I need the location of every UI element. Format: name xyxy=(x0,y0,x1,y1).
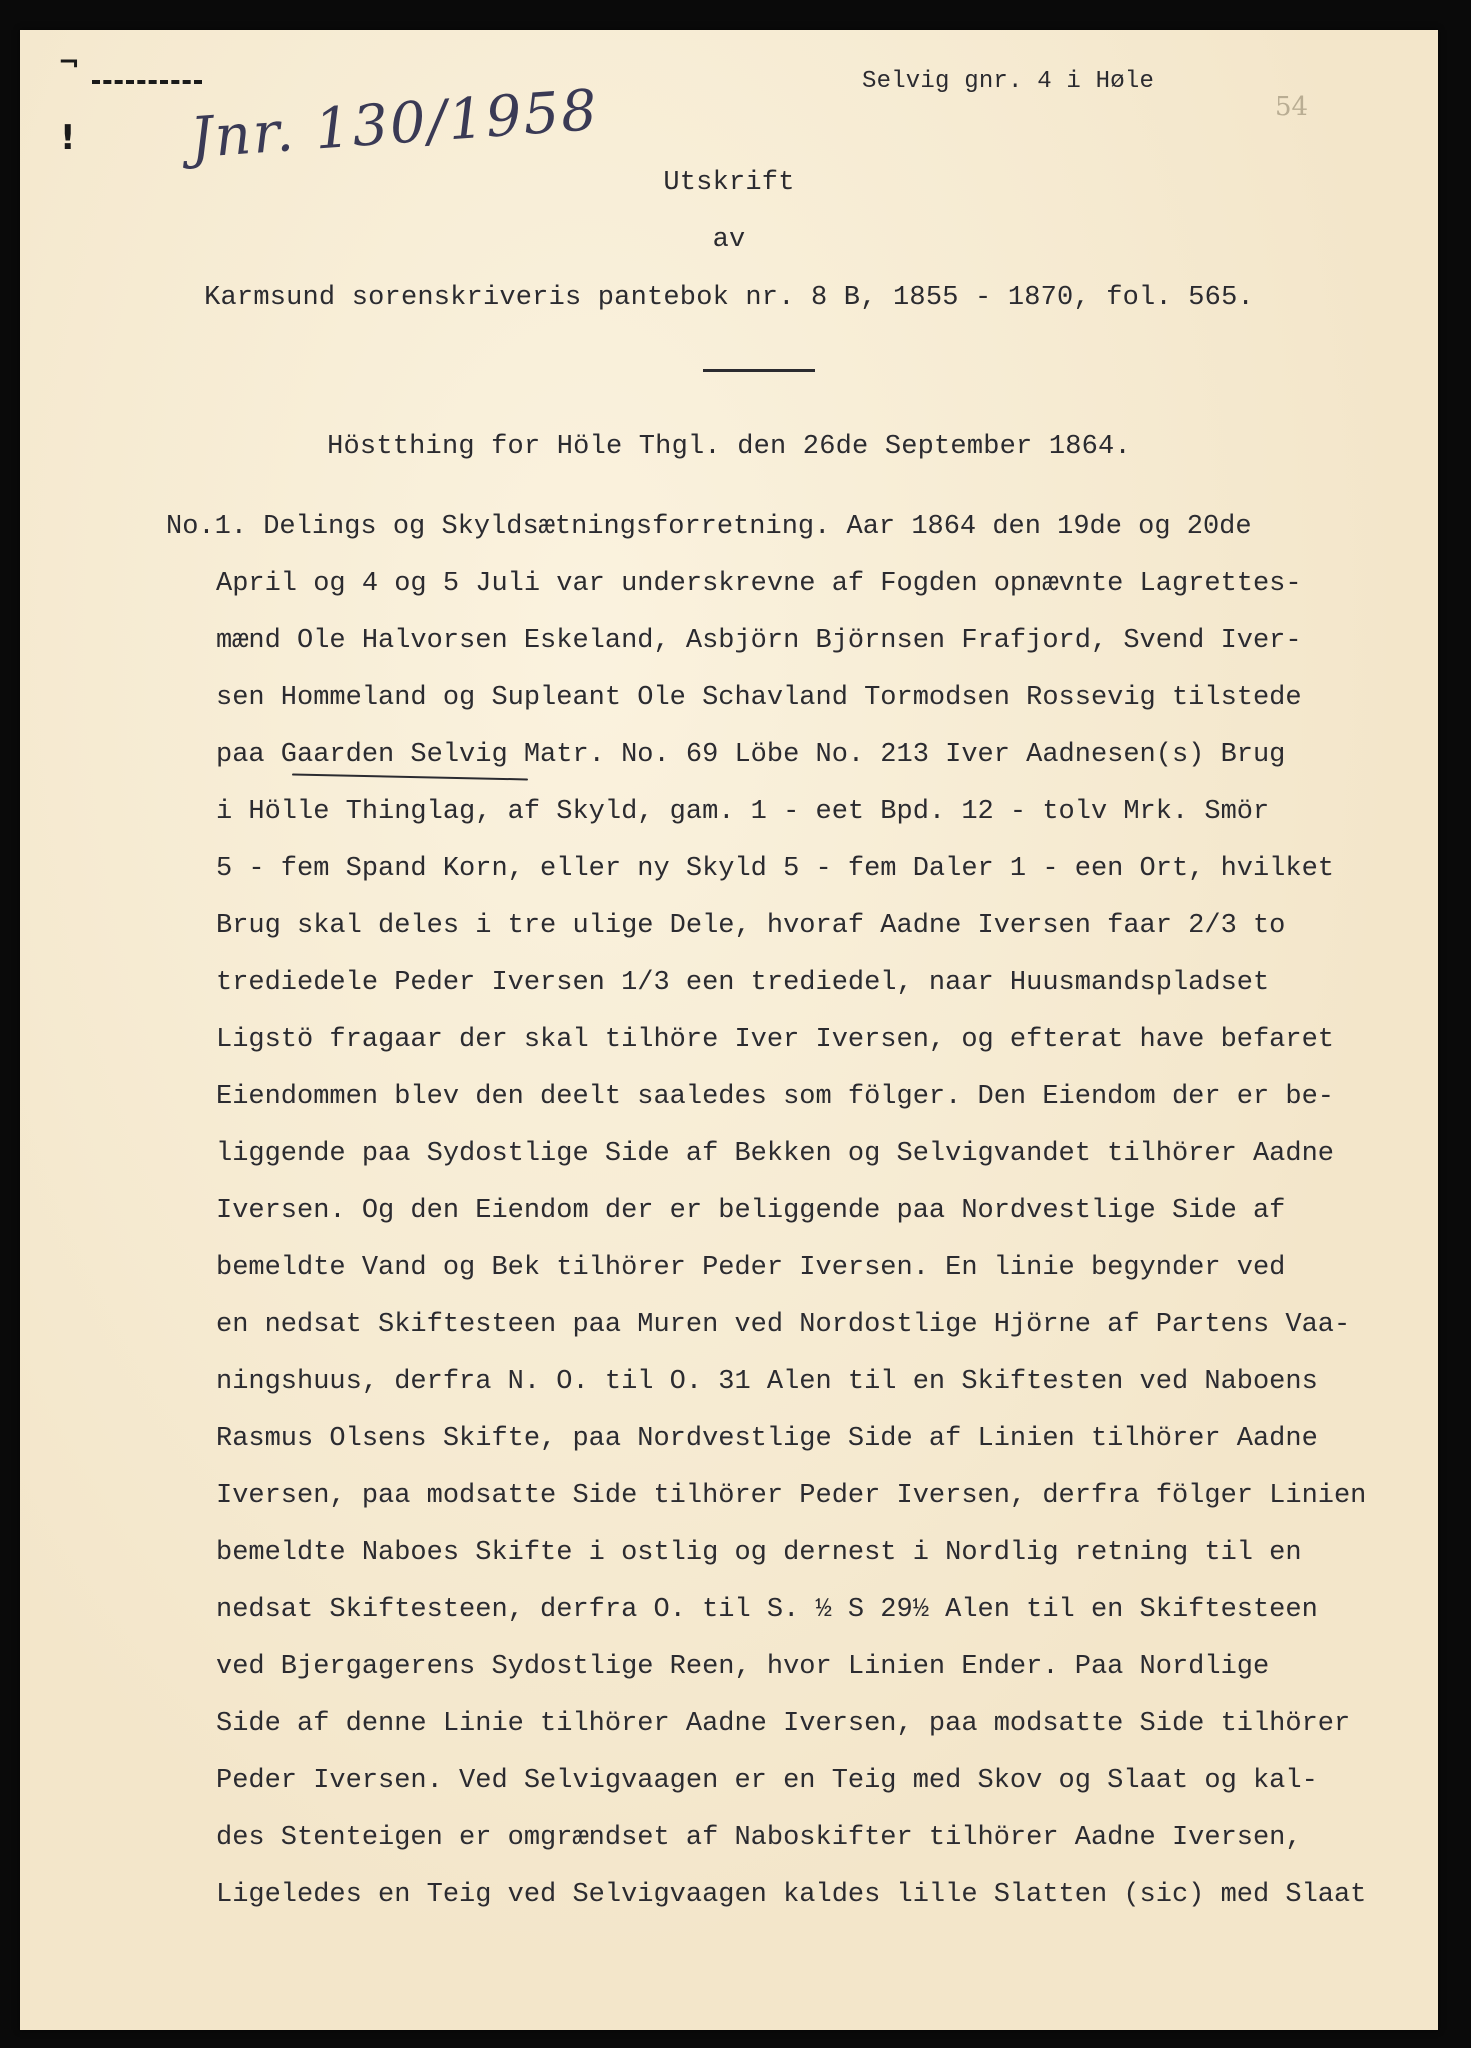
title-line-2: av xyxy=(712,225,746,255)
body-line: trediedele Peder Iversen 1/3 een trediedel, naar Huusmandspladset xyxy=(216,968,1270,998)
body-line: Rasmus Olsens Skifte, paa Nordvestlige Side af Linien tilhörer Aadne xyxy=(216,1424,1318,1454)
title-line-3: Karmsund sorenskriveris pantebok nr. 8 B, 1855 - 1870, fol. 565. xyxy=(204,283,1254,313)
body-line: nedsat Skiftesteen, derfra O. til S. ½ S 29½ Alen til en Skiftesteen xyxy=(216,1595,1318,1625)
body-line: Iversen. Og den Eiendom der er beliggende paa Nordvestlige Side af xyxy=(216,1196,1286,1226)
body-line: i Hölle Thinglag, af Skyld, gam. 1 - eet Bpd. 12 - tolv Mrk. Smör xyxy=(216,797,1270,827)
margin-mark-bottom: ! xyxy=(60,118,76,158)
handwritten-underline xyxy=(292,774,528,781)
body-line: sen Hommeland og Supleant Ole Schavland Tormodsen Rossevig tilstede xyxy=(216,683,1302,713)
margin-mark-top: ¬ xyxy=(58,48,80,78)
body-line: ningshuus, derfra N. O. til O. 31 Alen til en Skiftesten ved Naboens xyxy=(216,1367,1318,1397)
body-line: No.1. Delings og Skyldsætningsforretning. Aar 1864 den 19de og 20de xyxy=(166,512,1252,542)
body-line: Brug skal deles i tre ulige Dele, hvoraf Aadne Iversen faar 2/3 to xyxy=(216,911,1286,941)
body-line: des Stenteigen er omgrændset af Naboskifter tilhörer Aadne Iversen, xyxy=(216,1823,1302,1853)
body-line: Eiendommen blev den deelt saaledes som fölger. Den Eiendom der er be- xyxy=(216,1082,1334,1112)
body-line: Ligeledes en Teig ved Selvigvaagen kaldes lille Slatten (sic) med Slaat xyxy=(216,1880,1367,1910)
document-page xyxy=(20,30,1438,2030)
body-line: en nedsat Skiftesteen paa Muren ved Nordostlige Hjörne af Partens Vaa- xyxy=(216,1310,1351,1340)
session-heading: Höstthing for Höle Thgl. den 26de September 1864. xyxy=(327,432,1131,462)
body-line: bemeldte Naboes Skifte i ostlig og dernest i Nordlig retning til en xyxy=(216,1538,1302,1568)
body-line: April og 4 og 5 Juli var underskrevne af Fogden opnævnte Lagrettes- xyxy=(216,569,1302,599)
body-line: Side af denne Linie tilhörer Aadne Iversen, paa modsatte Side tilhörer xyxy=(216,1709,1351,1739)
body-line: 5 - fem Spand Korn, eller ny Skyld 5 - fem Daler 1 - een Ort, hvilket xyxy=(216,854,1334,884)
body-line: Iversen, paa modsatte Side tilhörer Peder Iversen, derfra fölger Linien xyxy=(216,1481,1367,1511)
body-line: liggende paa Sydostlige Side af Bekken og Selvigvandet tilhörer Aadne xyxy=(216,1139,1334,1169)
pencil-note: 54 xyxy=(1275,92,1309,122)
body-line: mænd Ole Halvorsen Eskeland, Asbjörn Björnsen Frafjord, Svend Iver- xyxy=(216,626,1302,656)
body-line: Peder Iversen. Ved Selvigvaagen er en Teig med Skov og Slaat og kal- xyxy=(216,1766,1318,1796)
title-divider xyxy=(703,369,815,372)
title-line-1: Utskrift xyxy=(663,168,795,198)
handwritten-journal-number: Jnr. 130/1958 xyxy=(188,77,601,172)
body-line: Ligstö fragaar der skal tilhöre Iver Iversen, og efterat have befaret xyxy=(216,1025,1334,1055)
body-line: paa Gaarden Selvig Matr. No. 69 Löbe No. 213 Iver Aadnesen(s) Brug xyxy=(216,740,1286,770)
body-line: ved Bjergagerens Sydostlige Reen, hvor Linien Ender. Paa Nordlige xyxy=(216,1652,1270,1682)
document-reference: Selvig gnr. 4 i Høle xyxy=(862,68,1155,95)
margin-dash xyxy=(92,80,202,88)
body-line: bemeldte Vand og Bek tilhörer Peder Iversen. En linie begynder ved xyxy=(216,1253,1286,1283)
